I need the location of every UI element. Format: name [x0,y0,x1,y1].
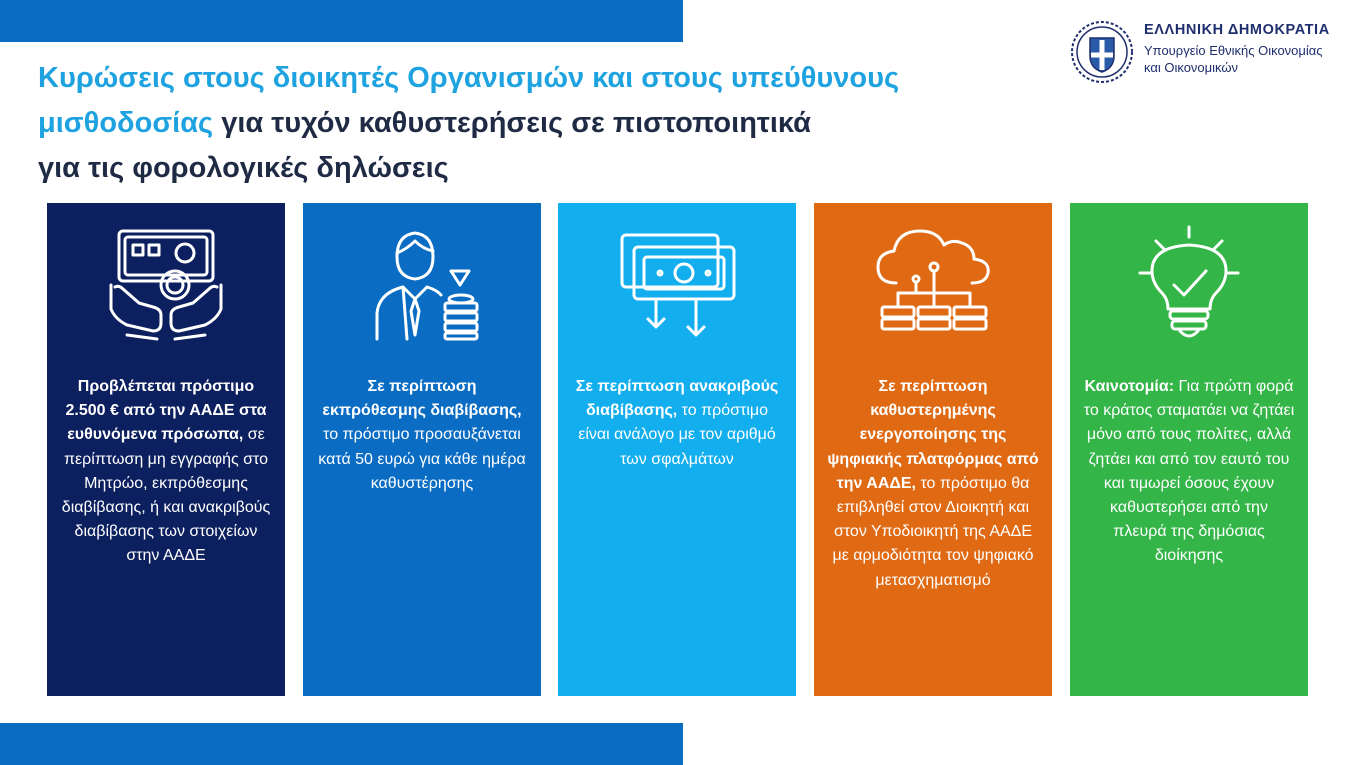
card-2-rest: το πρόστιμο προσαυξάνεται κατά 50 ευρώ για κάθε ημέρα καθυστέρησης [318,426,526,492]
cloud-network-icon [868,223,998,343]
card-2-text [315,375,529,496]
money-hands-icon [101,223,231,343]
card-4-rest: το πρόστιμο θα επιβληθεί στον Διοικητή και στον Υποδιοικητή της ΑΑΔΕ με αρμοδιότητα τον ψηφιακό μετασχηματισμό [832,474,1034,589]
ministry-line-2: και Οικονομικών [1144,60,1239,75]
org-name: ΕΛΛΗΝΙΚΗ ΔΗΜΟΚΡΑΤΙΑ [1144,22,1330,38]
bottom-accent-bar [0,723,683,765]
penalty-card-late [303,203,541,696]
penalty-card-inaccurate [558,203,796,696]
penalty-card-fine [47,203,285,696]
money-transfer-icon [612,223,742,343]
greek-emblem-icon [1070,20,1134,84]
card-3-bold: Σε περίπτωση ανακριβούς διαβίβασης, [575,378,779,420]
ministry-logo [1070,20,1350,90]
card-2-bold: Σε περίπτωση εκπρόθεσμης διαβίβασης, [322,378,522,420]
card-5-rest: Για πρώτη φορά το κράτος σταματάει να ζητάει μόνο από τους πολίτες, αλλά ζητάει και από τον εαυτό του και τιμωρεί όσους έχουν καθυστερήσει από την πλευρά της δημόσιας διοίκησης [1083,378,1295,565]
title-line-3: για τις φορολογικές δηλώσεις [38,152,449,184]
page-title [38,56,1038,191]
card-5-text [1082,375,1296,569]
card-1-text [59,375,273,569]
card-5-bold: Καινοτομία: [1084,378,1175,395]
card-1-rest: σε περίπτωση μη εγγραφής στο Μητρώο, εκπρόθεσμης διαβίβασης, ή και ανακριβούς διαβίβασης των στοιχείων στην ΑΑΔΕ [61,426,271,565]
title-line-2-rest: για τυχόν καθυστερήσεις σε πιστοποιητικά [213,107,811,139]
ministry-line-1: Υπουργείο Εθνικής Οικονομίας [1144,43,1323,58]
ministry-name [1144,42,1354,76]
innovation-card [1070,203,1308,696]
card-4-bold: Σε περίπτωση καθυστερημένης ενεργοποίησης της ψηφιακής πλατφόρμας από την ΑΑΔΕ, [827,378,1039,492]
top-accent-bar [0,0,683,42]
card-3-rest: το πρόστιμο είναι ανάλογο με τον αριθμό των σφαλμάτων [578,402,776,468]
card-4-text [826,375,1040,593]
person-coins-icon [357,223,487,343]
title-line-1: Κυρώσεις στους διοικητές Οργανισμών και στους υπεύθυνους [38,62,900,94]
penalty-card-platform [814,203,1052,696]
lightbulb-check-icon [1124,223,1254,343]
card-3-text [570,375,784,472]
title-highlight: μισθοδοσίας [38,107,214,139]
card-1-bold: Προβλέπεται πρόστιμο 2.500 € από την ΑΑΔΕ στα ευθυνόμενα πρόσωπα, [65,378,267,444]
